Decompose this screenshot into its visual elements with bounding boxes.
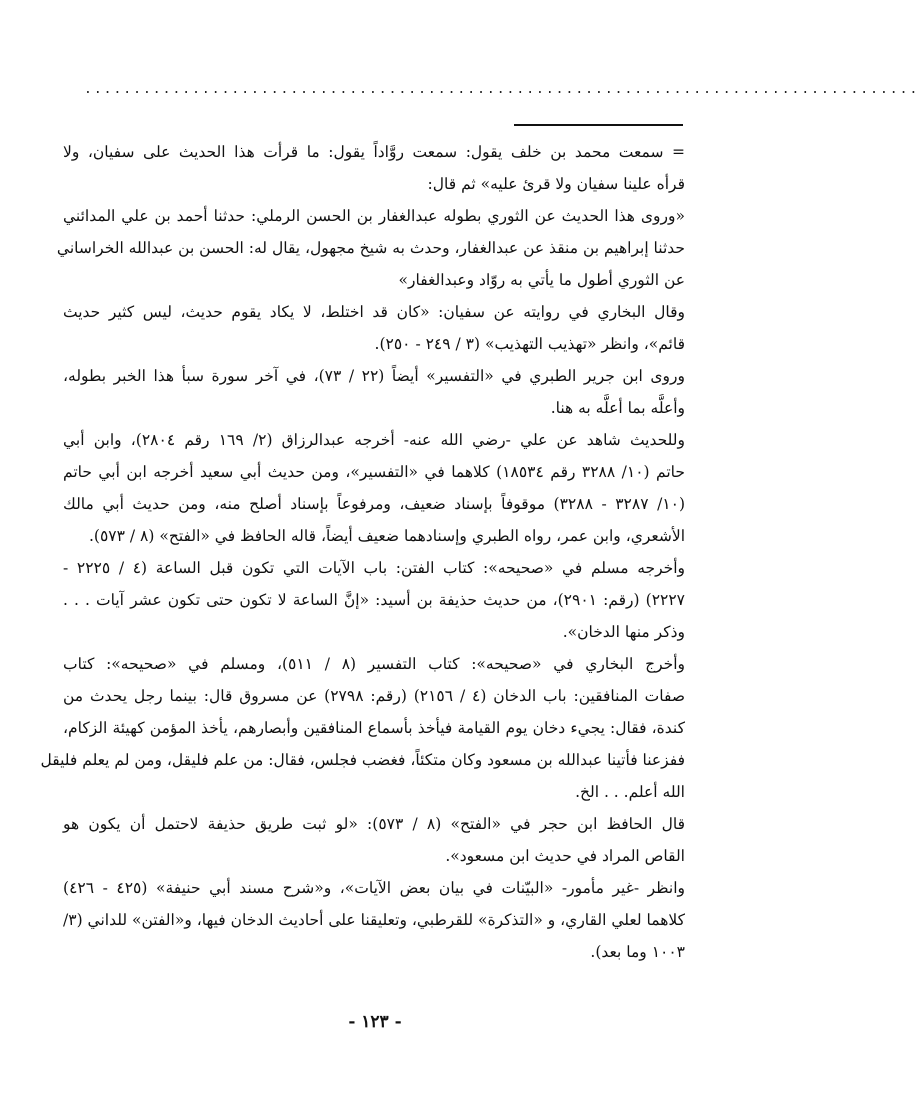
text-line: الله أعلم. . . الخ.	[575, 783, 685, 801]
footnote-body	[40, 136, 686, 968]
page-number: - ١٢٣ -	[348, 1012, 402, 1032]
paragraph	[63, 808, 685, 872]
paragraph	[40, 648, 686, 808]
text-line: ٢٢٢٧) (رقم: ٢٩٠١)، من حديث حذيفة بن أسيد: «إنَّ الساعة لا تكون حتى تكون عشر آيات . . .	[63, 591, 686, 609]
text-line: كندة، فقال: يجيء دخان يوم القيامة فيأخذ بأسماع المنافقين وأبصارهم، يأخذ المؤمن كهيئة الزكام،	[63, 719, 685, 737]
text-line: (١٠/ ٣٢٨٧ - ٣٢٨٨) موقوفاً بإسناد ضعيف، ومرفوعاً بإسناد أصلح منه، ومن حديث أبي مالك	[63, 495, 686, 513]
paragraph	[63, 296, 685, 360]
text-line: وأخرجه مسلم في «صحيحه»: كتاب الفتن: باب الآيات التي تكون قبل الساعة (٤ / ٢٢٢٥ -	[63, 559, 686, 577]
text-line: ١٠٠٣ وما بعد).	[590, 943, 685, 961]
text-line: قائم»، وانظر «تهذيب التهذيب» (٣ / ٢٤٩ - ٢٥٠).	[374, 335, 685, 353]
text-line: وذكر منها الدخان».	[562, 623, 685, 641]
text-line: حدثنا إبراهيم بن منقذ عن عبدالغفار، وحدث به شيخ مجهول، يقال له: الحسن بن عبدالله الخراساني	[56, 239, 685, 257]
text-line: = سمعت محمد بن خلف يقول: سمعت روَّاداً يقول: ما قرأت هذا الحديث على سفيان، ولا	[63, 143, 685, 161]
text-line: صفات المنافقين: باب الدخان (٤ / ٢١٥٦) (رقم: ٢٧٩٨) عن مسروق قال: بينما رجل يحدث من	[63, 687, 685, 705]
text-line: كلاهما لعلي القاري، و «التذكرة» للقرطبي، وتعليقنا على أحاديث الدخان فيها، و«الفتن» للداني (٣/	[63, 911, 685, 929]
text-line: قرأه علينا سفيان ولا قرئ عليه» ثم قال:	[427, 175, 685, 193]
paragraph	[63, 872, 685, 968]
paragraph	[63, 360, 685, 424]
text-line: وأخرج البخاري في «صحيحه»: كتاب التفسير (٨ / ٥١١)، ومسلم في «صحيحه»: كتاب	[63, 655, 686, 673]
text-line: القاص المراد في حديث ابن مسعود».	[445, 847, 685, 865]
text-line: ففزعنا فأتينا عبدالله بن مسعود وكان متكئاً، فغضب فجلس، فقال: من علم فليقل، ومن لم يعلم فليقل	[40, 751, 685, 769]
paragraph	[63, 552, 685, 648]
text-line: الأشعري، وابن عمر، رواه الطبري وإسنادهما ضعيف أيضاً، قاله الحافظ في «الفتح» (٨ / ٥٧٣).	[89, 527, 685, 545]
text-line: وانظر -غير مأمور- «البيّنات في بيان بعض الآيات»، و«شرح مسند أبي حنيفة» (٤٢٥ - ٤٢٦)	[63, 879, 685, 897]
header-dotted-line: .....................................................................................	[84, 82, 919, 97]
text-line: وأعلَّه بما أعلَّه به هنا.	[550, 399, 685, 417]
text-line: قال الحافظ ابن حجر في «الفتح» (٨ / ٥٧٣): «لو ثبت طريق حذيفة لاحتمل أن يكون هو	[63, 815, 686, 833]
paragraph	[63, 424, 685, 552]
paragraph	[63, 136, 685, 200]
text-line: وللحديث شاهد عن علي -رضي الله عنه- أخرجه عبدالرزاق (٢/ ١٦٩ رقم ٢٨٠٤)، وابن أبي	[63, 431, 685, 449]
text-line: عن الثوري أطول ما يأتي به روّاد وعبدالغفار»	[398, 271, 685, 289]
footnote-separator-rule	[514, 124, 683, 126]
text-line: «وروى هذا الحديث عن الثوري بطوله عبدالغفار بن الحسن الرملي: حدثنا أحمد بن علي المدائني	[63, 207, 685, 225]
paragraph	[56, 200, 685, 296]
text-line: وقال البخاري في روايته عن سفيان: «كان قد اختلط، لا يكاد يقوم حديث، ليس كثير حديث	[63, 303, 685, 321]
text-line: وروى ابن جرير الطبري في «التفسير» أيضاً (٢٢ / ٧٣)، في آخر سورة سبأ هذا الخبر بطوله،	[63, 367, 685, 385]
text-line: حاتم (١٠/ ٣٢٨٨ رقم ١٨٥٣٤) كلاهما في «التفسير»، ومن حديث أبي سعيد أخرجه ابن أبي حاتم	[63, 463, 685, 481]
